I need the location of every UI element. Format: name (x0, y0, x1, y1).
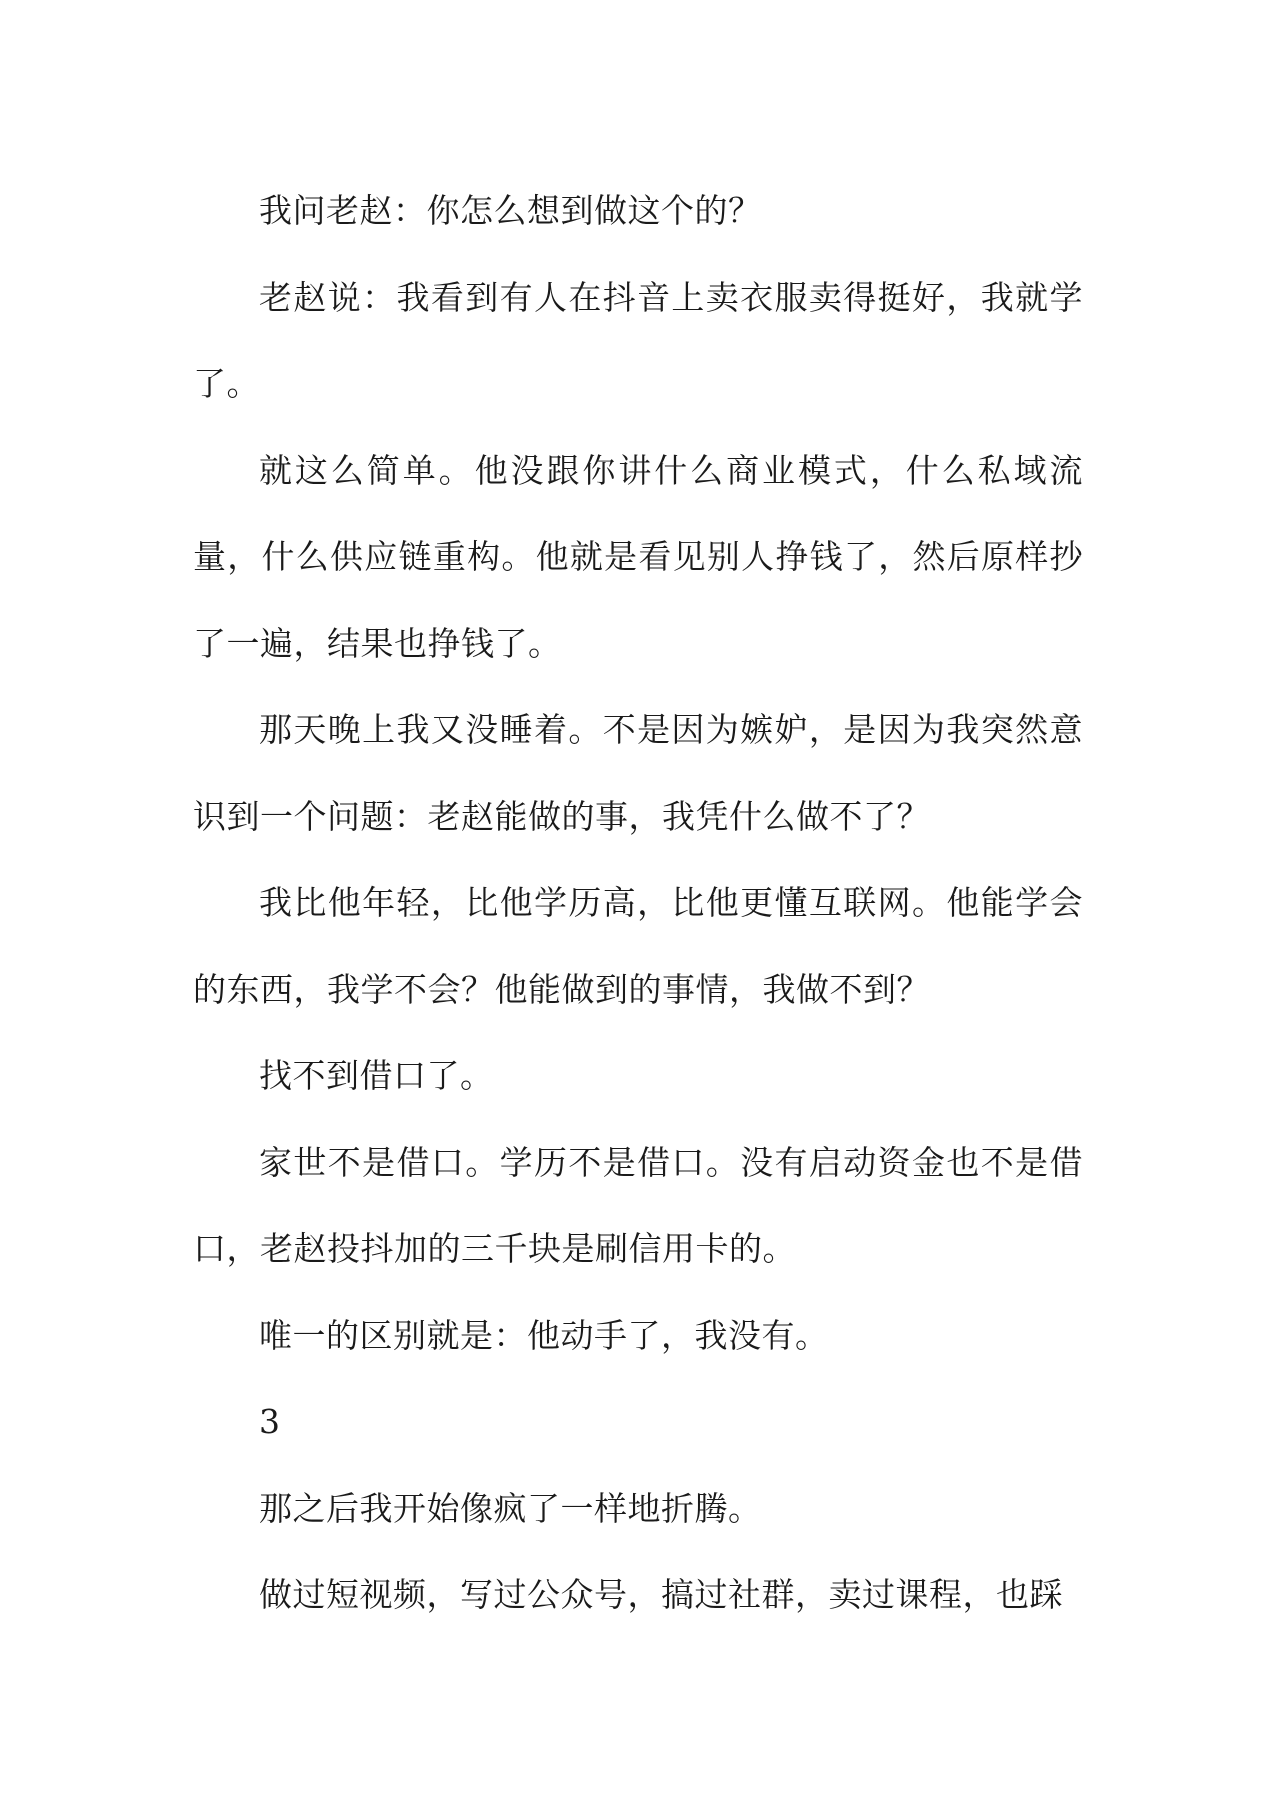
paragraph: 那之后我开始像疯了一样地折腾。 (259, 1488, 762, 1528)
paragraph: 做过短视频，写过公众号，搞过社群，卖过课程，也踩 (259, 1575, 1063, 1614)
document-body (193, 168, 1083, 1639)
paragraph: 我比他年轻，比他学历高，比他更懂互联网。他能学会的东西，我学不会？他能做到的事情，我做不到？ (193, 883, 1083, 1009)
paragraph: 那天晚上我又没睡着。不是因为嫉妒，是因为我突然意识到一个问题：老赵能做的事，我凭什么做不了？ (193, 710, 1083, 836)
paragraph: 找不到借口了。 (259, 1056, 494, 1095)
paragraph: 家世不是借口。学历不是借口。没有启动资金也不是借口，老赵投抖加的三千块是刷信用卡的。 (193, 1142, 1083, 1268)
paragraph: 老赵说：我看到有人在抖音上卖衣服卖得挺好，我就学了。 (193, 277, 1083, 403)
paragraph: 我问老赵：你怎么想到做这个的？ (259, 191, 762, 230)
paragraph: 就这么简单。他没跟你讲什么商业模式，什么私域流量，什么供应链重构。他就是看见别人挣钱了，然后原样抄了一遍，结果也挣钱了。 (193, 450, 1083, 663)
section-number: 3 (259, 1402, 281, 1441)
paragraph: 唯一的区别就是：他动手了，我没有。 (259, 1315, 829, 1355)
